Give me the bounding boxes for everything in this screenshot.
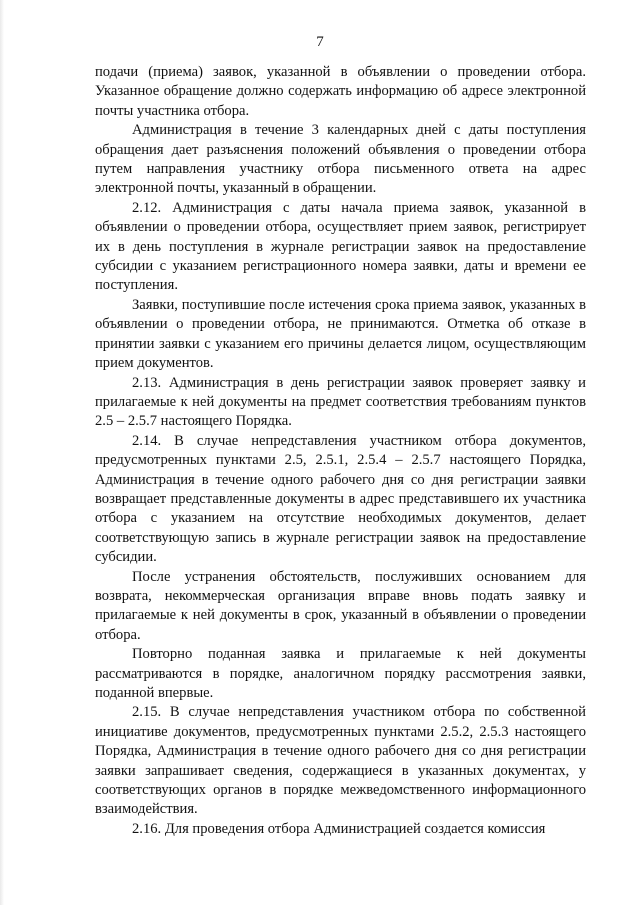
scan-edge-shadow (0, 0, 4, 905)
paragraph-2-16: 2.16. Для проведения отбора Администрацией создается комиссия (132, 820, 546, 837)
paragraph-2-14: 2.14. В случае непредставления участником отбора документов, предусмотренных пунктами 2.5, 2.5.1, 2.5.4 – 2.5.7 настоящего Порядка, Администрация в течение одного рабочего дня со дня регистрации заявки возвращает представленные документы в адрес представившего их участника отбора с указанием на отсутствие необходимых документов, делает соответствующую запись в журнале регистрации заявок на предоставление субсидии. (95, 432, 586, 566)
paragraph-resubmission: После устранения обстоятельств, послуживших основанием для возврата, некоммерческая организация вправе вновь подать заявку и прилагаемые к ней документы в срок, указанный в объявлении о проведении отбора. (95, 568, 586, 643)
paragraph-repeated-review: Повторно поданная заявка и прилагаемые к ней документы рассматриваются в порядке, аналогичном порядку рассмотрения заявки, поданной впервые. (95, 646, 586, 701)
page-number: 7 (316, 34, 324, 50)
paragraph-2-15: 2.15. В случае непредставления участником отбора по собственной инициативе документов, предусмотренных пунктами 2.5.2, 2.5.3 настоящего Порядка, Администрация в течение одного рабочего дня со дня регистрации заявки запрашивает сведения, содержащиеся в указанных документах, у соответствующих органов в порядке межведомственного информационного взаимодействия. (95, 704, 586, 818)
paragraph-late-applications: Заявки, поступившие после истечения срока приема заявок, указанных в объявлении о проведении отбора, не принимаются. Отметка об отказе в принятии заявки с указанием его причины делается лицом, осуществляющим прием документов. (95, 296, 586, 372)
paragraph-clarification: Администрация в течение 3 календарных дней с даты поступления обращения дает разъяснения положений объявления о проведении отбора путем направления участнику отбора письменного ответа на адрес электронной почты, указанный в обращении. (95, 122, 586, 197)
paragraph-2-13: 2.13. Администрация в день регистрации заявок проверяет заявку и прилагаемые к ней документы на предмет соответствия требованиям пунктов 2.5 – 2.5.7 настоящего Порядка. (95, 374, 586, 430)
document-body (95, 63, 586, 839)
paragraph-2-12: 2.12. Администрация с даты начала приема заявок, указанной в объявлении о проведении отбора, осуществляет прием заявок, регистрирует их в день поступления в журнале регистрации заявок на предоставление субсидии с указанием регистрационного номера заявки, даты и времени ее поступления. (95, 199, 586, 294)
paragraph-continuation: подачи (приема) заявок, указанной в объявлении о проведении отбора. Указанное обращение должно содержать информацию об адресе электронной почты участника отбора. (95, 64, 586, 119)
